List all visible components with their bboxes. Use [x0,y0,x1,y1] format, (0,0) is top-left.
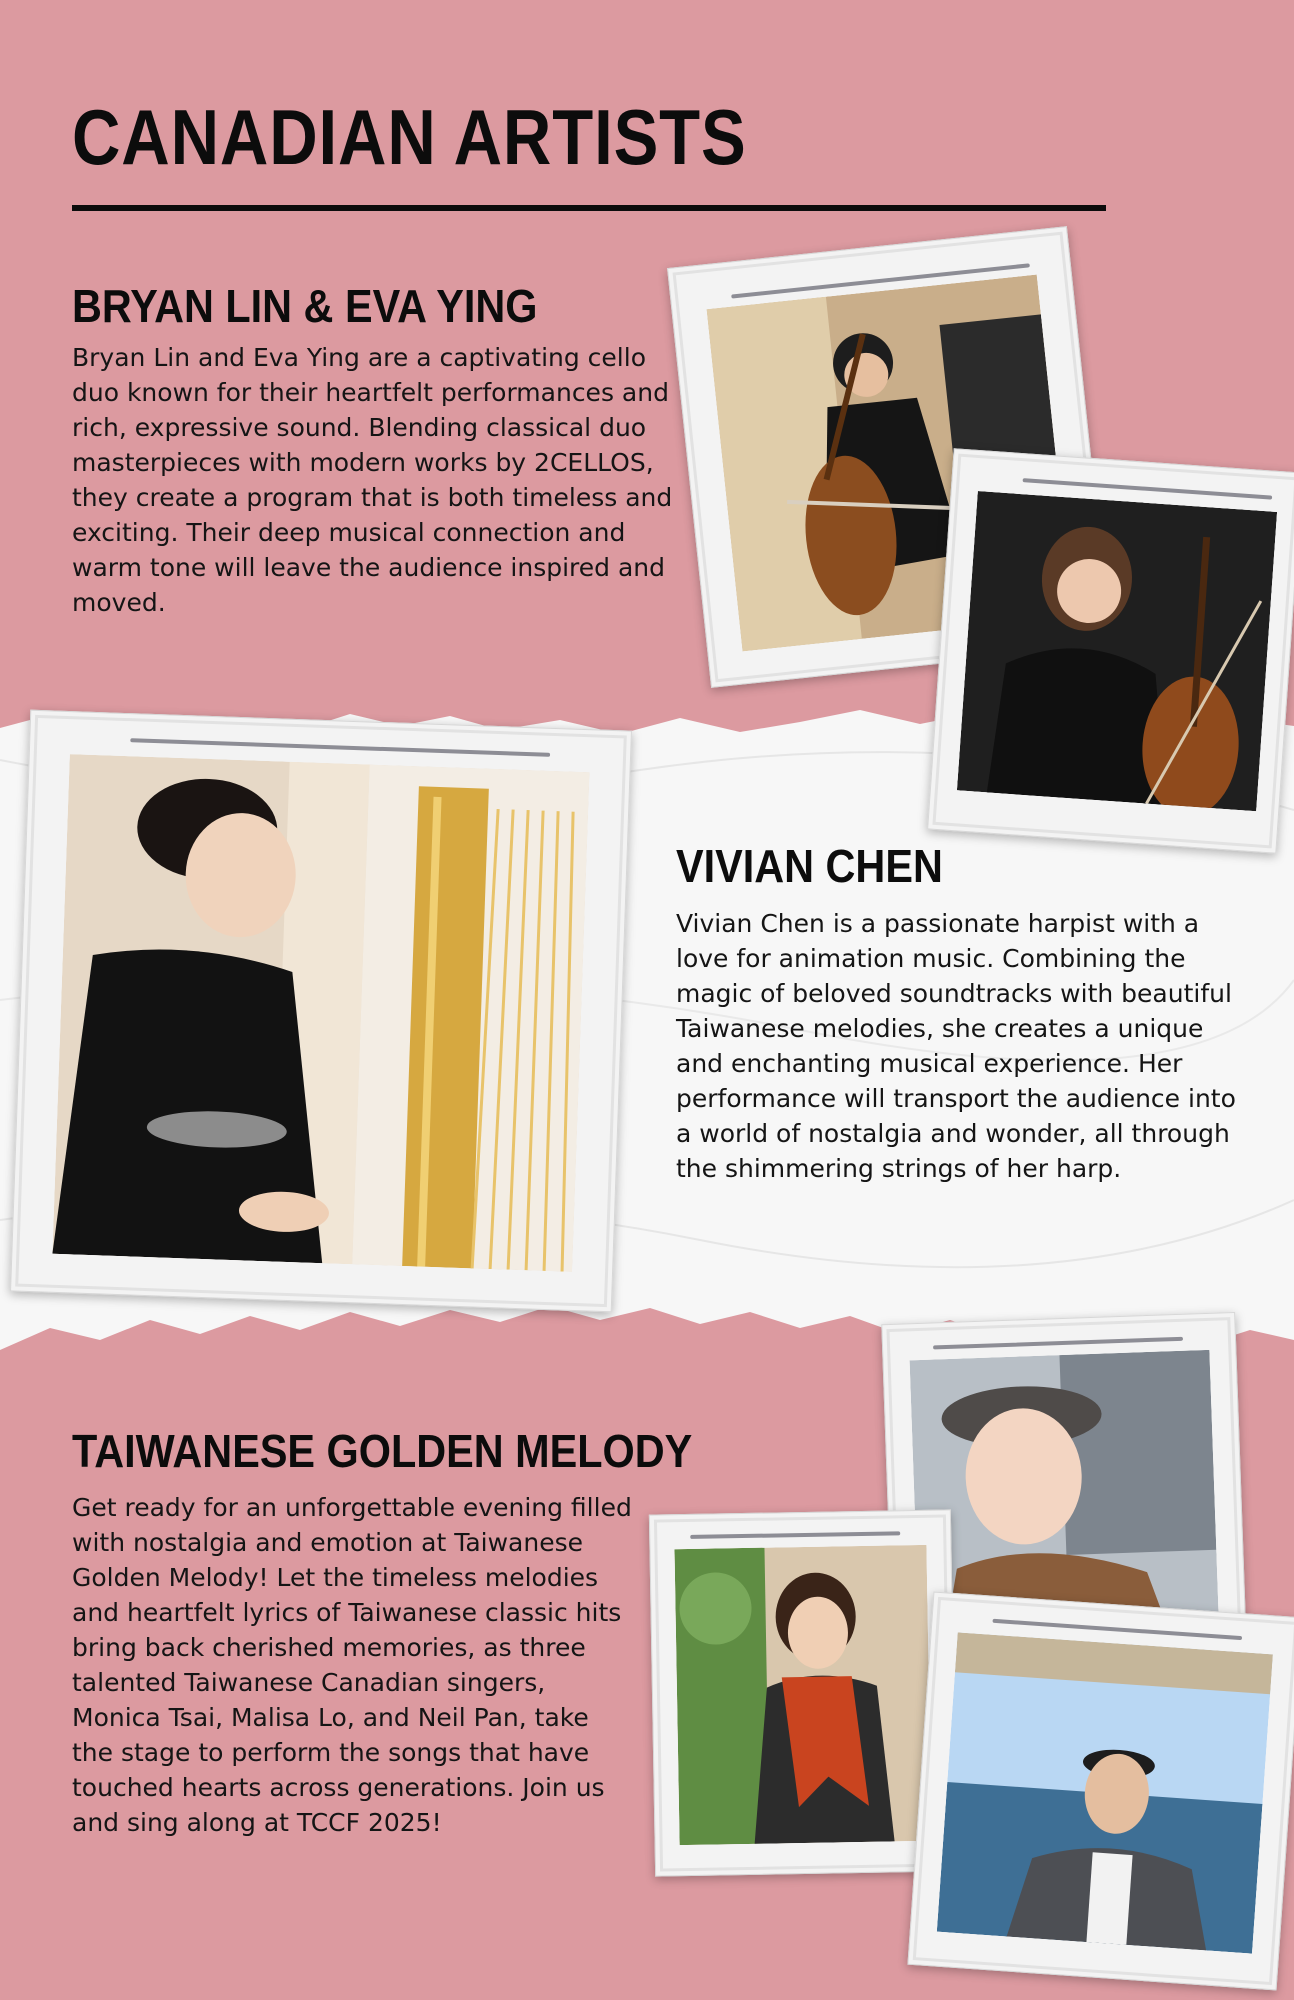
harpist-photo [10,710,632,1313]
section-body-golden-melody: Get ready for an unforgettable evening filled with nostalgia and emotion at Taiwanese Golden Melody! Let the timeless melodies and heartfelt lyrics of Taiwanese classic hits bring back cherished memories, as three talented Taiwanese Canadian singers, Monica Tsai, Malisa Lo, and Neil Pan, take the stage to perform the songs that have touched hearts across generations. Join us and sing along at TCCF 2025! [72,1493,632,1837]
singer-photo-scarf [649,1509,957,1876]
section-body-harpist: Vivian Chen is a passionate harpist with a love for animation music. Combining the magic of beloved soundtracks with beautiful Taiwanese melodies, she creates a unique and enchanting musical experience. Her performance will transport the audience into a world of nostalgia and wonder, all through the shimmering strings of her harp. [676,909,1236,1183]
section-heading-golden-melody: TAIWANESE GOLDEN MELODY [72,1425,693,1477]
page-title: CANADIAN ARTISTS [72,93,747,181]
section-body-cello-duo: Bryan Lin and Eva Ying are a captivating cello duo known for their heartfelt performances and rich, expressive sound. Blending classical duo masterpieces with modern works by 2CELLOS, they create a program that is both timeless and exciting. Their deep musical connection and warm tone will leave the audience inspired and moved. [72,343,673,617]
singer-photo-sea [907,1592,1294,1991]
section-heading-harpist: VIVIAN CHEN [676,840,943,892]
section-heading-cello-duo: BRYAN LIN & EVA YING [72,280,538,332]
title-divider [72,205,1106,211]
cello-player-photo-female [927,448,1294,853]
